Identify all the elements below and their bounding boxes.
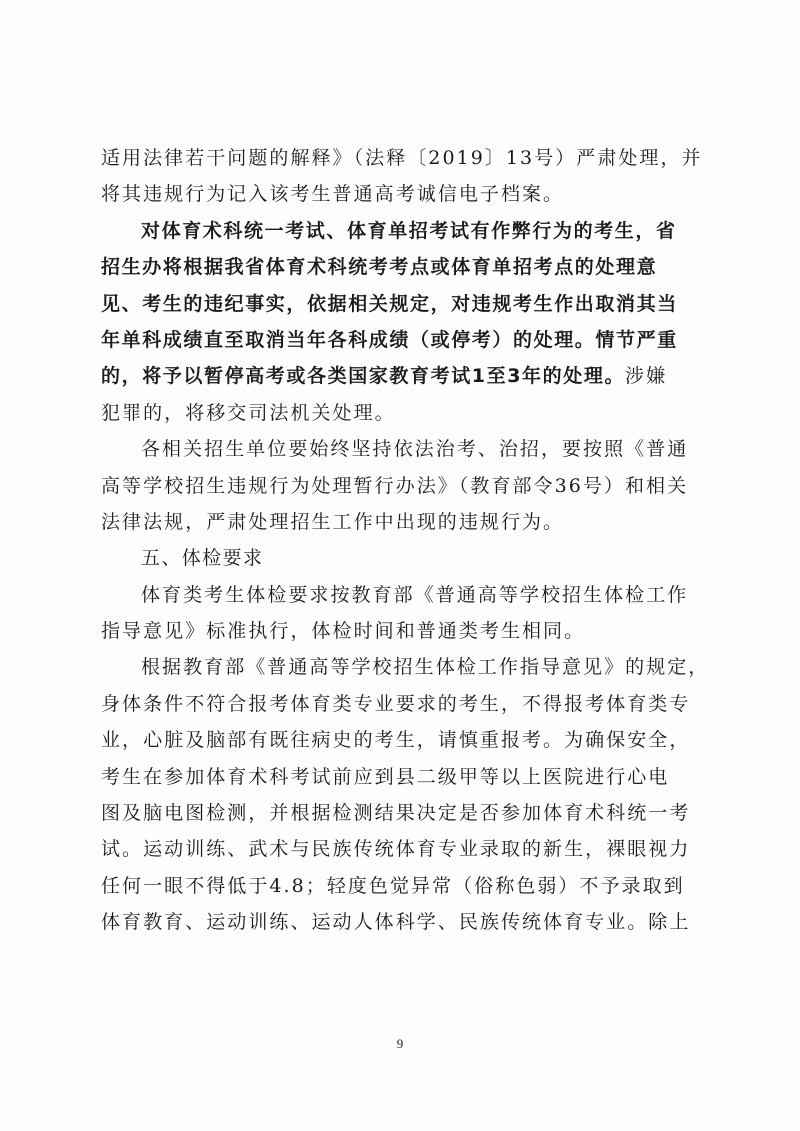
section-heading: 五、体检要求 <box>141 547 264 570</box>
paragraph-line: 体育教育、运动训练、运动人体科学、民族传统体育专业。除上 <box>101 911 691 934</box>
paragraph-line: 体育类考生体检要求按教育部《普通高等学校招生体检工作 <box>141 583 689 606</box>
paragraph-line: 根据教育部《普通高等学校招生体检工作指导意见》的规定， <box>141 656 710 679</box>
mixed-paragraph-line <box>101 358 693 394</box>
paragraph-line: 犯罪的，将移交司法机关处理。 <box>101 401 396 424</box>
paragraph-line: 法律法规，严肃处理招生工作中出现的违规行为。 <box>101 510 565 533</box>
paragraph-line: 高等学校招生违规行为处理暂行办法》（教育部令36号）和相关 <box>101 474 689 497</box>
paragraph-line: 任何一眼不得低于4.8；轻度色觉异常（俗称色弱）不予录取到 <box>101 874 685 897</box>
paragraph-line: 适用法律若干问题的解释》（法释〔2019〕13号）严肃处理，并 <box>101 147 703 169</box>
page-number: 9 <box>396 1036 404 1051</box>
bold-text: 的，将予以暂停高考或各类国家教育考试1至3年的处理。 <box>101 365 626 388</box>
normal-text: 涉嫌 <box>625 365 668 388</box>
paragraph-line: 试。运动训练、武术与民族传统体育专业录取的新生，裸眼视力 <box>101 838 691 861</box>
bold-paragraph-line: 见、考生的违纪事实，依据相关规定，对违规考生作出取消其当 <box>101 292 678 315</box>
paragraph-line: 考生在参加体育术科考试前应到县二级甲等以上医院进行心电 <box>101 765 670 788</box>
bold-paragraph-line: 招生办将根据我省体育术科统考考点或体育单招考点的处理意 <box>101 256 658 279</box>
document-body <box>101 140 710 941</box>
paragraph-line: 将其违规行为记入该考生普通高考诚信电子档案。 <box>101 183 565 206</box>
bold-paragraph-line: 年单科成绩直至取消当年各科成绩（或停考）的处理。情节严重 <box>101 328 678 351</box>
paragraph-line: 业，心脏及脑部有既往病史的考生，请慎重报考。为确保安全， <box>101 729 691 752</box>
paragraph-line: 身体条件不符合报考体育类专业要求的考生，不得报考体育类专 <box>101 692 691 715</box>
paragraph-line: 指导意见》标准执行，体检时间和普通类考生相同。 <box>101 620 586 643</box>
paragraph-line: 各相关招生单位要始终坚持依法治考、治招，要按照《普通 <box>141 438 689 461</box>
bold-paragraph-line: 对体育术科统一考试、体育单招考试有作弊行为的考生，省 <box>141 219 677 242</box>
paragraph-line: 图及脑电图检测，并根据检测结果决定是否参加体育术科统一考 <box>101 802 691 825</box>
